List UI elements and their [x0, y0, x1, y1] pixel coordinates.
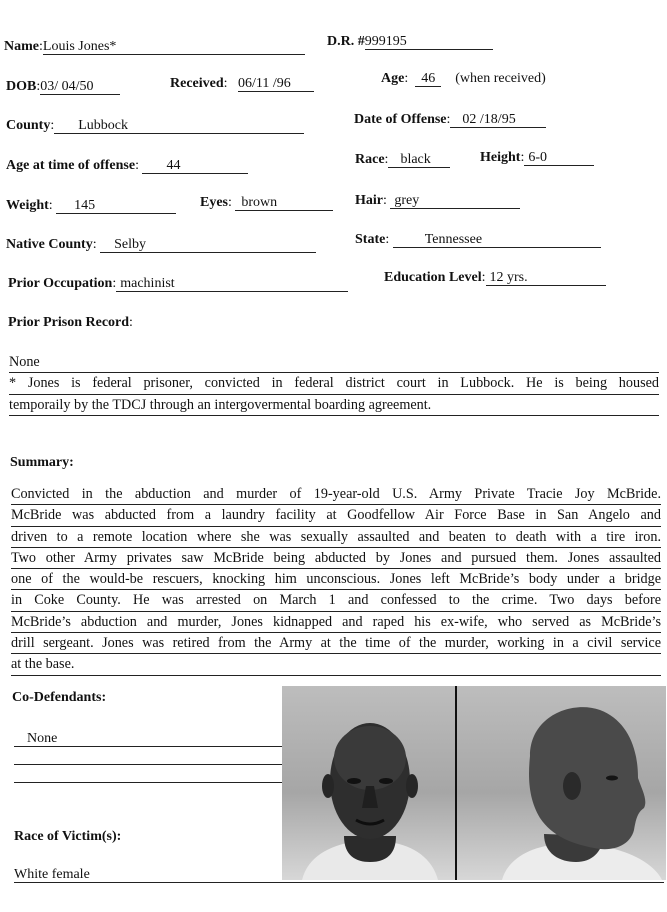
summary-line: McBride was abducted from a laundry facility at Goodfellow Air Force Base in San Angelo and [11, 505, 661, 526]
state-value: Tennessee [393, 232, 601, 248]
race-field: Race: black [355, 151, 450, 168]
summary-line: in Coke County. He was arrested on March 1 and confessed to the crime. Two days before [11, 590, 661, 611]
photo-divider [455, 686, 457, 880]
age-at-offense-value: 44 [142, 158, 248, 174]
dob-label: DOB [6, 79, 37, 94]
age-value: 46 [415, 71, 441, 87]
received-field: Received: 06/11 /96 [170, 75, 314, 92]
dr-value: 999195 [365, 34, 493, 50]
hair-value: grey [390, 193, 520, 209]
age-label: Age [381, 71, 405, 86]
name-label: Name [4, 39, 39, 54]
county-field: County: Lubbock [6, 117, 304, 134]
summary-heading: Summary: [10, 455, 74, 470]
age-field: Age: 46 (when received) [381, 71, 546, 86]
state-label: State [355, 232, 386, 247]
received-label: Received [170, 76, 224, 91]
weight-label: Weight [6, 198, 49, 213]
occupation-field: Prior Occupation: machinist [8, 275, 348, 292]
codefendants-line [14, 782, 282, 783]
education-value: 12 yrs. [486, 270, 606, 286]
prison-record-line: temporaily by the TDCJ through an intergovermental boarding agreement. [9, 395, 659, 416]
mugshot-photo [282, 686, 666, 880]
state-field: State: Tennessee [355, 231, 601, 248]
offense-date-field: Date of Offense: 02 /18/95 [354, 111, 546, 128]
age-note: (when received) [455, 71, 546, 86]
age-at-offense-field: Age at time of offense: 44 [6, 157, 248, 174]
height-label: Height [480, 150, 521, 165]
occupation-label: Prior Occupation [8, 276, 113, 291]
race-value: black [388, 152, 450, 168]
native-county-value: Selby [100, 237, 316, 253]
codefendants-line [14, 764, 282, 765]
race-label: Race [355, 152, 385, 167]
summary-line: drill sergeant. Jones was retired from the Army at the time of the murder, working in a civil service [11, 633, 661, 654]
codefendants-heading: Co-Defendants: [12, 690, 107, 705]
county-value: Lubbock [54, 118, 304, 134]
occupation-value: machinist [116, 276, 348, 292]
prison-record-line: None [9, 352, 659, 373]
name-value: Louis Jones* [43, 39, 305, 55]
hair-field: Hair: grey [355, 192, 520, 209]
victim-heading: Race of Victim(s): [14, 829, 122, 844]
received-value: 06/11 /96 [238, 76, 314, 92]
weight-value: 145 [56, 198, 176, 214]
summary-line: Convicted in the abduction and murder of 19-year-old U.S. Army Private Tracie Joy McBride. [11, 484, 661, 505]
offense-date-value: 02 /18/95 [450, 112, 546, 128]
victim-line [14, 882, 664, 883]
height-value: 6-0 [524, 150, 594, 166]
victim-value: White female [14, 867, 90, 882]
offense-date-label: Date of Offense [354, 112, 447, 127]
prison-record-label: Prior Prison Record [8, 315, 130, 330]
summary-text [11, 484, 661, 676]
height-field: Height: 6-0 [480, 149, 594, 166]
summary-line: McBride’s abduction and murder, Jones kidnapped and raped his ex-wife, who served as McBride’s [11, 612, 661, 633]
age-at-offense-label: Age at time of offense [6, 158, 136, 173]
prison-record-text [9, 352, 659, 416]
hair-label: Hair [355, 193, 383, 208]
summary-line: driven to a remote location where she was sexually assaulted and beaten to death with a tire iron. [11, 527, 661, 548]
summary-line: Two other Army privates saw McBride being abducted by Jones and pursued them. Jones assaulted [11, 548, 661, 569]
weight-field: Weight: 145 [6, 197, 176, 214]
prison-record-line: * Jones is federal prisoner, convicted in federal district court in Lubbock. He is being housed [9, 373, 659, 394]
eyes-label: Eyes [200, 195, 228, 210]
summary-line: one of the would-be rescuers, knocking him unconscious. Jones left McBride’s body under a bridge [11, 569, 661, 590]
codefendants-value: None [27, 731, 58, 746]
eyes-value: brown [235, 195, 333, 211]
native-county-field: Native County: Selby [6, 236, 316, 253]
name-field: Name:Louis Jones* [4, 38, 305, 55]
summary-line: at the base. [11, 654, 661, 675]
native-county-label: Native County [6, 237, 93, 252]
dob-value: 03/ 04/50 [40, 79, 120, 95]
county-label: County [6, 118, 51, 133]
dr-number-field [327, 33, 493, 50]
eyes-field: Eyes: brown [200, 194, 333, 211]
dr-label: D.R. # [327, 34, 365, 49]
dob-field: DOB:03/ 04/50 [6, 78, 120, 95]
mugshot-illustration [282, 686, 666, 880]
prison-record-heading: Prior Prison Record: [8, 315, 133, 330]
education-field: Education Level: 12 yrs. [384, 269, 606, 286]
education-label: Education Level [384, 270, 482, 285]
codefendants-line [14, 746, 282, 747]
